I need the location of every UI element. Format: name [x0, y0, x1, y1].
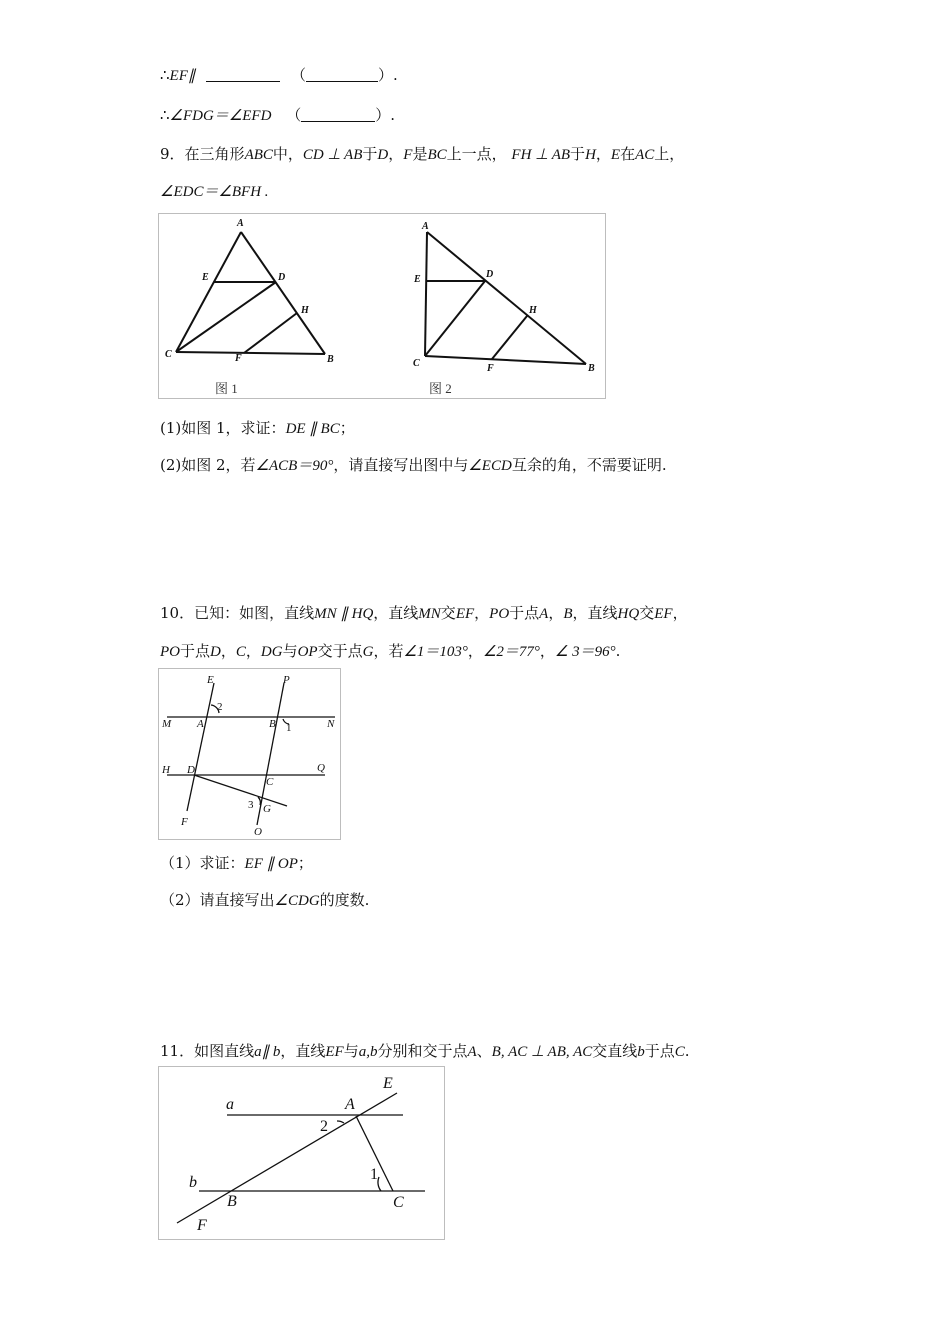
label-D: D [278, 272, 286, 283]
label-D: D [486, 269, 494, 280]
label-F: F [181, 816, 188, 828]
q10-stem-line2: PO于点D，C，DG与OP交于点G，若∠1＝103°，∠2＝77°，∠ 3＝96°. [160, 642, 621, 660]
q10-part2: （2）请直接写出∠CDG的度数. [160, 891, 370, 909]
label-P: P [283, 674, 290, 686]
label-B: B [588, 363, 595, 374]
label-H: H [301, 305, 309, 316]
q10-part1: （1）求证：EF ∥ OP； [160, 854, 313, 872]
reason-blank[interactable] [301, 107, 375, 122]
label-a: a [226, 1096, 234, 1113]
label-E: E [207, 674, 214, 686]
label-H: H [529, 305, 537, 316]
angle-2-label: 2 [217, 701, 223, 713]
label-C: C [165, 349, 172, 360]
label-A: A [345, 1096, 355, 1113]
label-F: F [235, 353, 242, 364]
label-C: C [393, 1194, 404, 1211]
angle-1-label: 1 [286, 722, 292, 734]
q8-line-angle-equal: ∴∠FDG＝∠EFD （ ）. [160, 106, 396, 124]
q9-stem-line1: 9．在三角形ABC中，CD ⊥ AB于D，F是BC上一点， FH ⊥ AB于H，E在AC上， [160, 145, 685, 163]
q9-part2: (2)如图 2，若∠ACB＝90°，请直接写出图中与∠ECD互余的角，不需要证明. [160, 456, 667, 474]
label-E: E [202, 272, 209, 283]
label-C: C [413, 358, 420, 369]
label-F: F [197, 1217, 207, 1234]
label-Q: Q [317, 762, 325, 774]
label-H: H [162, 764, 170, 776]
label-N: N [327, 718, 335, 730]
label-B: B [227, 1193, 237, 1210]
q9-stem-line2: ∠EDC＝∠BFH . [160, 184, 269, 200]
label-A: A [422, 221, 429, 232]
label-O: O [254, 826, 262, 838]
label-C: C [266, 776, 274, 788]
label-b: b [189, 1174, 197, 1191]
q11-figure [158, 1066, 445, 1240]
figure-1-caption: 图 1 [215, 381, 238, 396]
q10-figure [158, 668, 341, 840]
q8-line-ef-parallel: ∴EF∥ （ ）. [160, 66, 398, 84]
reason-blank[interactable] [306, 67, 378, 82]
label-B: B [327, 354, 334, 365]
label-A: A [197, 718, 204, 730]
label-A: A [237, 218, 244, 229]
label-B: B [269, 718, 276, 730]
label-E: E [414, 274, 421, 285]
label-G: G [263, 803, 271, 815]
angle-1-label: 1 [370, 1166, 378, 1183]
label-D: D [187, 764, 195, 776]
q9-figure [158, 213, 606, 399]
answer-blank[interactable] [206, 67, 280, 82]
angle-2-label: 2 [320, 1118, 328, 1135]
q11-stem: 11．如图直线a∥ b，直线EF与a,b分别和交于点A、B, AC ⊥ AB, AC交直线b于点C. [160, 1042, 690, 1060]
label-M: M [162, 718, 172, 730]
label-F: F [487, 363, 494, 374]
q9-part1: (1)如图 1，求证：DE ∥ BC； [160, 419, 355, 437]
q10-stem-line1: 10．已知：如图，直线MN ∥ HQ，直线MN交EF，PO于点A，B，直线HQ交EF， [160, 604, 688, 622]
label-E: E [383, 1075, 393, 1092]
angle-3-label: 3 [248, 799, 254, 811]
figure-2-caption: 图 2 [429, 381, 452, 396]
